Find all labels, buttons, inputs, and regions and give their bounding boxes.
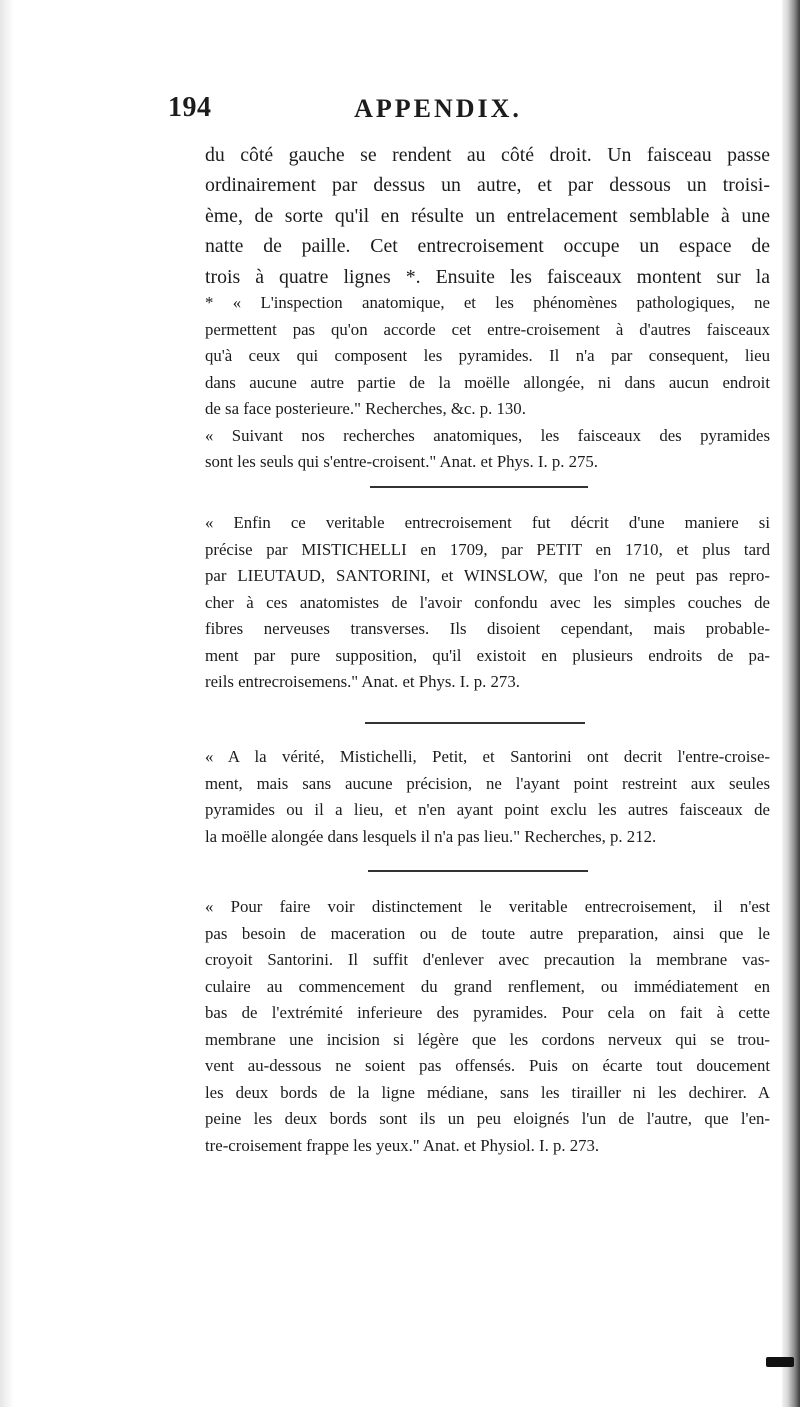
- footnote-line: cher à ces anatomistes de l'avoir confondu avec les simples couches de: [205, 592, 770, 612]
- page-number: 194: [168, 92, 212, 123]
- footnote-line: dans aucune autre partie de la moëlle allongée, ni dans aucun endroit: [205, 372, 770, 392]
- footnote-separator-rule: [368, 870, 588, 872]
- footnote-line: * « L'inspection anatomique, et les phénomènes pathologiques, ne: [205, 293, 770, 312]
- footnote-line: permettent pas qu'on accorde cet entre-croisement à d'autres faisceaux: [205, 319, 770, 339]
- footnote-2: [205, 510, 770, 696]
- footnote-line: peine les deux bords sont ils un peu eloignés l'un de l'autre, que l'en-: [205, 1109, 770, 1128]
- footnote-line: croyoit Santorini. Il suffit d'enlever avec precaution la membrane vas-: [205, 950, 770, 969]
- footnote-line: ment, mais sans aucune précision, ne l'ayant point restreint aux seules: [205, 773, 770, 793]
- footnote-line: de sa face posterieure." Recherches, &c. p. 130.: [205, 399, 526, 418]
- corner-ink-mark: [766, 1357, 794, 1367]
- footnote-line: les deux bords de la ligne médiane, sans les tirailler ni les dechirer. A: [205, 1082, 770, 1102]
- footnote-line: fibres nerveuses transverses. Ils disoient cependant, mais probable-: [205, 619, 770, 638]
- footnote-line: « Suivant nos recherches anatomiques, les faisceaux des pyramides: [205, 425, 770, 445]
- footnote-line: « Enfin ce veritable entrecroisement fut décrit d'une maniere si: [205, 513, 770, 532]
- footnote-line: « A la vérité, Mistichelli, Petit, et Santorini ont decrit l'entre-croise-: [205, 747, 770, 766]
- footnote-line: reils entrecroisemens." Anat. et Phys. I. p. 273.: [205, 672, 520, 691]
- footnote-3: [205, 744, 770, 850]
- footnote-1: [205, 290, 770, 476]
- footnote-line: sont les seuls qui s'entre-croisent." Anat. et Phys. I. p. 275.: [205, 452, 598, 471]
- footnote-line: pas besoin de maceration ou de toute autre preparation, ainsi que le: [205, 923, 770, 943]
- footnote-separator-rule: [370, 486, 588, 488]
- page-gutter-shadow: [0, 0, 14, 1407]
- running-head: APPENDIX.: [354, 94, 522, 123]
- footnote-line: membrane une incision si légère que les cordons nerveux qui se trou-: [205, 1029, 770, 1049]
- main-text-line: ème, de sorte qu'il en résulte un entrelacement semblable à une: [205, 204, 770, 227]
- footnote-separator-rule: [365, 722, 585, 724]
- footnote-line: qu'à ceux qui composent les pyramides. Il n'a par consequent, lieu: [205, 346, 770, 365]
- footnote-line: bas de l'extrémité inferieure des pyramides. Pour cela on fait à cette: [205, 1003, 770, 1022]
- footnote-line: par LIEUTAUD, SANTORINI, et WINSLOW, que l'on ne peut pas repro-: [205, 566, 770, 585]
- footnote-line: précise par MISTICHELLI en 1709, par PETIT en 1710, et plus tard: [205, 539, 770, 559]
- main-text-line: trois à quatre lignes *. Ensuite les faisceaux montent sur la: [205, 265, 770, 288]
- footnote-4: [205, 894, 770, 1159]
- main-text-line: ordinairement par dessus un autre, et par dessous un troisi-: [205, 174, 770, 197]
- footnote-line: la moëlle alongée dans lesquels il n'a pas lieu." Recherches, p. 212.: [205, 826, 657, 846]
- footnote-line: ment par pure supposition, qu'il existoit en plusieurs endroits de pa-: [205, 645, 770, 665]
- footnote-line: vent au-dessous ne soient pas offensés. Puis on écarte tout doucement: [205, 1056, 770, 1075]
- main-text-line: natte de paille. Cet entrecroisement occupe un espace de: [205, 235, 770, 258]
- main-text: [205, 140, 770, 292]
- main-text-line: du côté gauche se rendent au côté droit. Un faisceau passe: [205, 144, 770, 166]
- page-header: [168, 92, 708, 132]
- book-page-edge: [782, 0, 800, 1407]
- footnote-line: pyramides ou il a lieu, et n'en ayant point exclu les autres faisceaux de: [205, 800, 770, 819]
- footnote-line: tre-croisement frappe les yeux." Anat. et Physiol. I. p. 273.: [205, 1135, 600, 1155]
- footnote-line: « Pour faire voir distinctement le veritable entrecroisement, il n'est: [205, 897, 770, 916]
- footnote-line: culaire au commencement du grand renflement, ou immédiatement en: [205, 976, 770, 996]
